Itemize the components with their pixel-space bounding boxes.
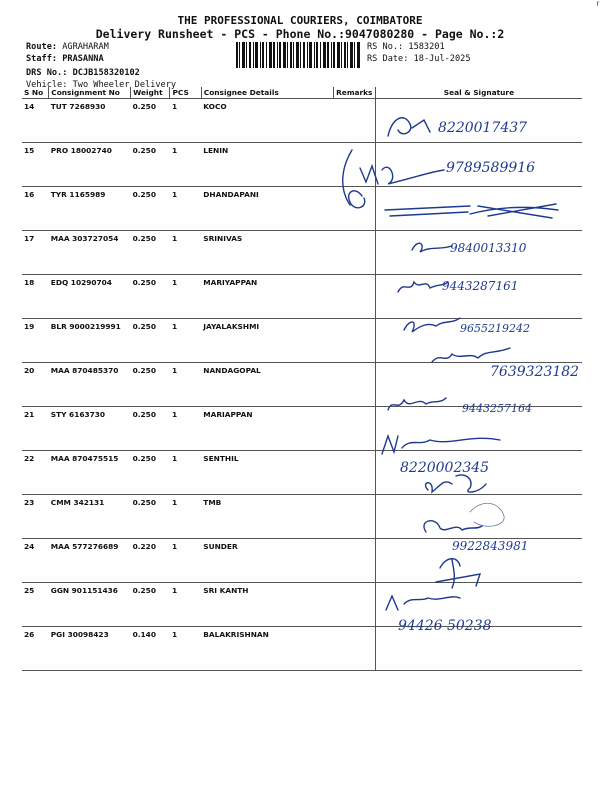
cell-pcs: 1	[170, 407, 201, 451]
cell-consignment: BLR 9000219991	[49, 319, 131, 363]
col-consignment: Consignment No	[49, 87, 131, 99]
cell-remarks	[334, 319, 376, 363]
cell-weight: 0.250	[131, 451, 170, 495]
table-row	[22, 187, 582, 231]
cell-consignment: STY 6163730	[49, 407, 131, 451]
cell-consignment: CMM 342131	[49, 495, 131, 539]
cell-consignment: PGI 30098423	[49, 627, 131, 671]
runsheet-table	[22, 87, 582, 671]
cell-remarks	[334, 583, 376, 627]
cell-consignee: SRI KANTH	[201, 583, 333, 627]
cell-remarks	[334, 627, 376, 671]
cell-remarks	[334, 363, 376, 407]
rs-date-line: RS Date: 18-Jul-2025	[367, 54, 471, 64]
col-remarks: Remarks	[334, 87, 376, 99]
route-line: Route: AGRAHARAM	[26, 42, 109, 52]
cell-consignee: NANDAGOPAL	[201, 363, 333, 407]
cell-sno: 25	[22, 583, 49, 627]
cell-weight: 0.250	[131, 363, 170, 407]
cell-sno: 22	[22, 451, 49, 495]
cell-pcs: 1	[170, 627, 201, 671]
cell-signature	[375, 451, 582, 495]
cell-signature	[375, 275, 582, 319]
col-sno: S No	[22, 87, 49, 99]
signature-phone-20: 7639323182	[490, 364, 580, 380]
table-row	[22, 231, 582, 275]
signature-phone-22: 8220002345	[400, 460, 490, 476]
table-row	[22, 539, 582, 583]
cell-pcs: 1	[170, 539, 201, 583]
cell-pcs: 1	[170, 231, 201, 275]
signature-phone-17: 9840013310	[450, 241, 527, 255]
cell-weight: 0.250	[131, 143, 170, 187]
cell-pcs: 1	[170, 363, 201, 407]
cell-pcs: 1	[170, 99, 201, 143]
vehicle-line: Vehicle: Two Wheeler Delivery	[26, 80, 177, 90]
cell-weight: 0.250	[131, 495, 170, 539]
signature-phone-15: 9789589916	[446, 160, 536, 176]
cell-consignee: TMB	[201, 495, 333, 539]
cell-sno: 18	[22, 275, 49, 319]
cell-sno: 14	[22, 99, 49, 143]
cell-consignment: MAA 577276689	[49, 539, 131, 583]
cell-pcs: 1	[170, 187, 201, 231]
cell-consignee: MARIAPPAN	[201, 407, 333, 451]
cell-weight: 0.250	[131, 583, 170, 627]
cell-signature	[375, 495, 582, 539]
cell-sno: 24	[22, 539, 49, 583]
cell-weight: 0.250	[131, 187, 170, 231]
table-row	[22, 143, 582, 187]
table-row	[22, 407, 582, 451]
signature-phone-14: 8220017437	[438, 120, 528, 136]
rs-no-line: RS No.: 1583201	[367, 42, 445, 52]
cell-sno: 15	[22, 143, 49, 187]
table-row	[22, 583, 582, 627]
cell-signature	[375, 407, 582, 451]
table-row	[22, 451, 582, 495]
cell-sno: 20	[22, 363, 49, 407]
cell-pcs: 1	[170, 451, 201, 495]
cell-weight: 0.250	[131, 407, 170, 451]
runsheet-subtitle: Delivery Runsheet - PCS - Phone No.:9047080280 - Page No.:2	[95, 27, 505, 41]
cell-remarks	[334, 407, 376, 451]
cell-signature	[375, 143, 582, 187]
cell-sno: 21	[22, 407, 49, 451]
cell-remarks	[334, 231, 376, 275]
meta-right	[367, 41, 471, 65]
cell-pcs: 1	[170, 583, 201, 627]
cell-consignment: PRO 18002740	[49, 143, 131, 187]
cell-consignee: KOCO	[201, 99, 333, 143]
cell-signature	[375, 187, 582, 231]
cell-consignee: LENIN	[201, 143, 333, 187]
cell-pcs: 1	[170, 495, 201, 539]
signature-phone-19: 9655219242	[460, 322, 530, 335]
cell-consignee: MARIYAPPAN	[201, 275, 333, 319]
cell-weight: 0.250	[131, 319, 170, 363]
cell-pcs: 1	[170, 143, 201, 187]
cell-consignment: MAA 303727054	[49, 231, 131, 275]
cell-remarks	[334, 99, 376, 143]
cell-signature	[375, 99, 582, 143]
signature-phone-26: 94426 50238	[398, 618, 492, 634]
cell-consignment: TUT 7268930	[49, 99, 131, 143]
cell-remarks	[334, 275, 376, 319]
cell-consignee: DHANDAPANI	[201, 187, 333, 231]
table-header-row	[22, 87, 582, 99]
table-row	[22, 99, 582, 143]
drs-line: DRS No.: DCJB158320102	[26, 68, 140, 78]
col-pcs: PCS	[170, 87, 201, 99]
cell-sno: 19	[22, 319, 49, 363]
cell-sno: 17	[22, 231, 49, 275]
cell-remarks	[334, 451, 376, 495]
cell-signature	[375, 319, 582, 363]
cell-consignee: SUNDER	[201, 539, 333, 583]
cell-weight: 0.220	[131, 539, 170, 583]
cell-consignee: BALAKRISHNAN	[201, 627, 333, 671]
cell-weight: 0.250	[131, 231, 170, 275]
cell-signature	[375, 583, 582, 627]
col-signature: Seal & Signature	[375, 87, 582, 99]
cell-signature	[375, 627, 582, 671]
table-row	[22, 627, 582, 671]
table-row	[22, 275, 582, 319]
table-row	[22, 319, 582, 363]
table-body	[22, 99, 582, 671]
cell-consignment: EDQ 10290704	[49, 275, 131, 319]
company-title: THE PROFESSIONAL COURIERS, COIMBATORE	[177, 14, 423, 27]
cell-consignment: TYR 1165989	[49, 187, 131, 231]
cell-remarks	[334, 143, 376, 187]
signature-phone-24: 9922843981	[452, 539, 529, 553]
cell-consignee: SRINIVAS	[201, 231, 333, 275]
barcode	[236, 42, 360, 68]
cell-consignment: GGN 901151436	[49, 583, 131, 627]
cell-weight: 0.250	[131, 275, 170, 319]
col-consignee: Consignee Details	[201, 87, 333, 99]
cell-remarks	[334, 539, 376, 583]
cell-consignment: MAA 870475515	[49, 451, 131, 495]
cell-weight: 0.250	[131, 99, 170, 143]
signature-phone-21: 9443257164	[462, 402, 532, 415]
cell-weight: 0.140	[131, 627, 170, 671]
cell-sno: 23	[22, 495, 49, 539]
cell-sno: 26	[22, 627, 49, 671]
cell-consignee: JAYALAKSHMI	[201, 319, 333, 363]
table-row	[22, 495, 582, 539]
cell-sno: 16	[22, 187, 49, 231]
cell-signature	[375, 231, 582, 275]
cell-consignment: MAA 870485370	[49, 363, 131, 407]
cell-signature	[375, 539, 582, 583]
cell-remarks	[334, 187, 376, 231]
cell-consignee: SENTHIL	[201, 451, 333, 495]
table-row	[22, 363, 582, 407]
cell-pcs: 1	[170, 319, 201, 363]
cell-pcs: 1	[170, 275, 201, 319]
staff-line: Staff: PRASANNA	[26, 54, 104, 64]
cell-signature	[375, 363, 582, 407]
meta-left	[26, 41, 176, 91]
signature-phone-18: 9443287161	[442, 279, 519, 293]
cell-remarks	[334, 495, 376, 539]
col-weight: Weight	[131, 87, 170, 99]
